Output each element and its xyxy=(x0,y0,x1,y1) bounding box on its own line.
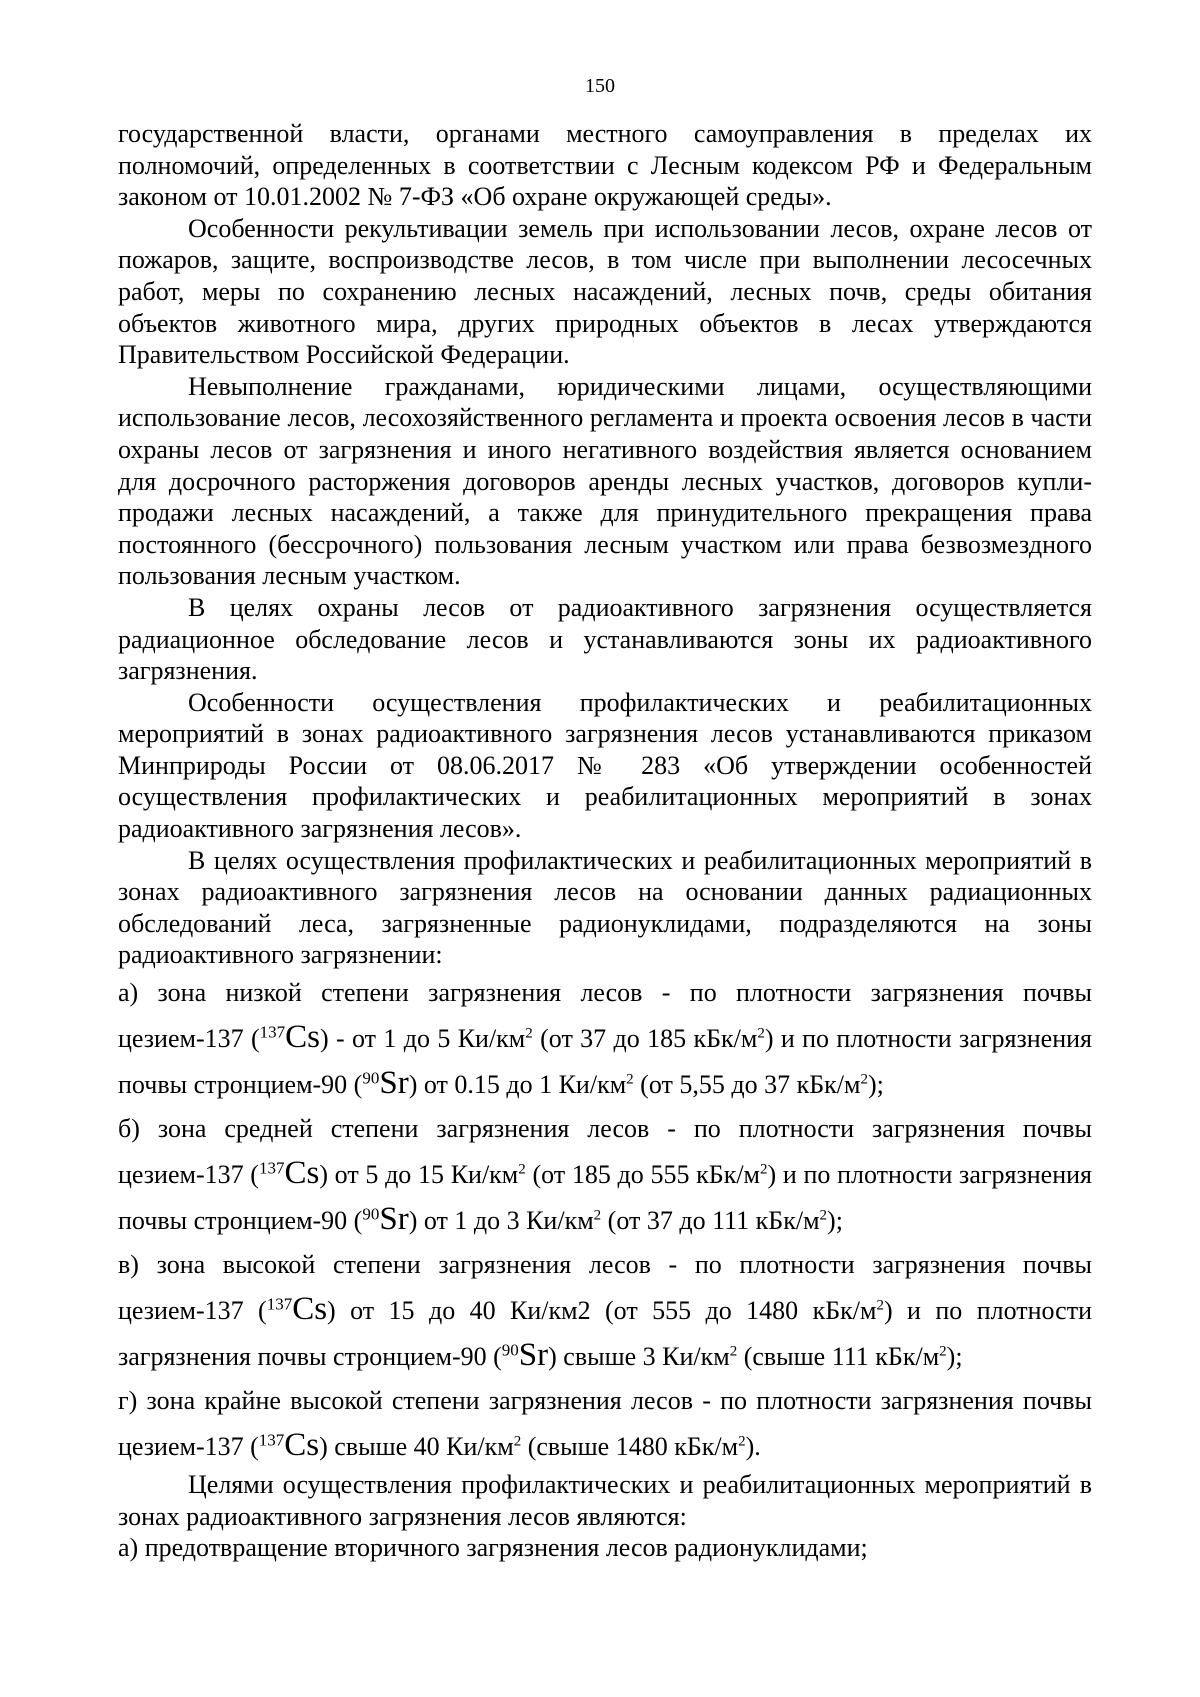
cesium-137-symbol: $^{137}$Cs xyxy=(258,1427,320,1464)
zone-d-item: г) зона крайне высокой степени загрязнения лесов - по плотности загрязнения почвы цезием-137 ($^{137}$Cs) свыше 40 $Ки/км^2$ (свыше 1480 кБк/$м^2$). xyxy=(118,1386,1092,1464)
paragraph-zone-division: В целях осуществления профилактических и реабилитационных мероприятий в зонах радиоактивного загрязнения лесов на основании данных радиационных обследований леса, загрязненные радионуклидами, подразделяются на зоны радиоактивного загрязнении: xyxy=(118,845,1092,970)
paragraph-minprirody-order: Особенности осуществления профилактических и реабилитационных мероприятий в зонах радиоактивного загрязнения лесов устанавливаются приказом Минприроды России от 08.06.2017 № 283 «Об утверждении особенностей осуществления профилактических и реабилитационных мероприятий в зонах радиоактивного загрязнения лесов». xyxy=(118,687,1092,844)
paragraph-goals: Целями осуществления профилактических и реабилитационных мероприятий в зонах радиоактивного загрязнения лесов являются: xyxy=(118,1470,1092,1531)
strontium-90-symbol: $^{90}$Sr xyxy=(362,1065,409,1102)
page-number: 150 xyxy=(585,75,615,97)
paragraph-continuation: государственной власти, органами местного самоуправления в пределах их полномочий, определенных в соответствии с Лесным кодексом РФ и Федеральным законом от 10.01.2002 № 7-ФЗ «Об охране окружающей среды». xyxy=(118,119,1092,212)
paragraph-noncompliance: Невыполнение гражданами, юридическими лицами, осуществляющими использование лесов, лесохозяйственного регламента и проекта освоения лесов в части охраны лесов от загрязнения и иного негативного воздействия является основанием для досрочного расторжения договоров аренды лесных участков, договоров купли-продажи лесных насаждений, а также для принудительного прекращения права постоянного (бессрочного) пользования лесным участком или права безвозмездного пользования лесным участком. xyxy=(118,371,1092,591)
zone-c-item: в) зона высокой степени загрязнения лесов - по плотности загрязнения почвы цезием-137 ($^{137}$Cs) от 15 до 40 Ки/км2 (от 555 до 1480 кБк/$м^2$) и по плотности загрязнения почвы стронцием-90 ($^{90}$Sr) свыше 3 $Ки/км^2$ (свыше 111 кБк/$м^2$); xyxy=(118,1250,1092,1374)
paragraph-radiation-survey: В целях охраны лесов от радиоактивного загрязнения осуществляется радиационное обследование лесов и устанавливаются зоны их радиоактивного загрязнения. xyxy=(118,592,1092,686)
cesium-137-symbol: $^{137}$Cs xyxy=(266,1291,328,1328)
cesium-137-symbol: $^{137}$Cs xyxy=(258,1155,320,1192)
goal-item-a: а) предотвращение вторичного загрязнения лесов радионуклидами; xyxy=(118,1533,868,1563)
paragraph-recultivation: Особенности рекультивации земель при использовании лесов, охране лесов от пожаров, защите, воспроизводстве лесов, в том числе при выполнении лесосечных работ, меры по сохранению лесных насаждений, лесных почв, среды обитания объектов животного мира, других природных объектов в лесах утверждаются Правительством Российской Федерации. xyxy=(118,213,1092,370)
document-body xyxy=(118,118,1092,1564)
strontium-90-symbol: $^{90}$Sr xyxy=(501,1337,549,1374)
zone-a-item: а) зона низкой степени загрязнения лесов - по плотности загрязнения почвы цезием-137 ($^{137}$Cs) - от 1 до 5 $Ки/км^2$ (от 37 до 185 кБк/$м^2$) и по плотности загрязнения почвы стронцием-90 ($^{90}$Sr) от 0.15 до 1 $Ки/км^2$ (от 5,55 до 37 кБк/$м^2$); xyxy=(118,978,1092,1102)
strontium-90-symbol: $^{90}$Sr xyxy=(362,1201,409,1238)
zone-b-item: б) зона средней степени загрязнения лесов - по плотности загрязнения почвы цезием-137 ($^{137}$Cs) от 5 до 15 $Ки/км^2$ (от 185 до 555 кБк/$м^2$) и по плотности загрязнения почвы стронцием-90 ($^{90}$Sr) от 1 до 3 $Ки/км^2$ (от 37 до 111 кБк/$м^2$); xyxy=(118,1114,1093,1238)
cesium-137-symbol: $^{137}$Cs xyxy=(259,1019,320,1056)
